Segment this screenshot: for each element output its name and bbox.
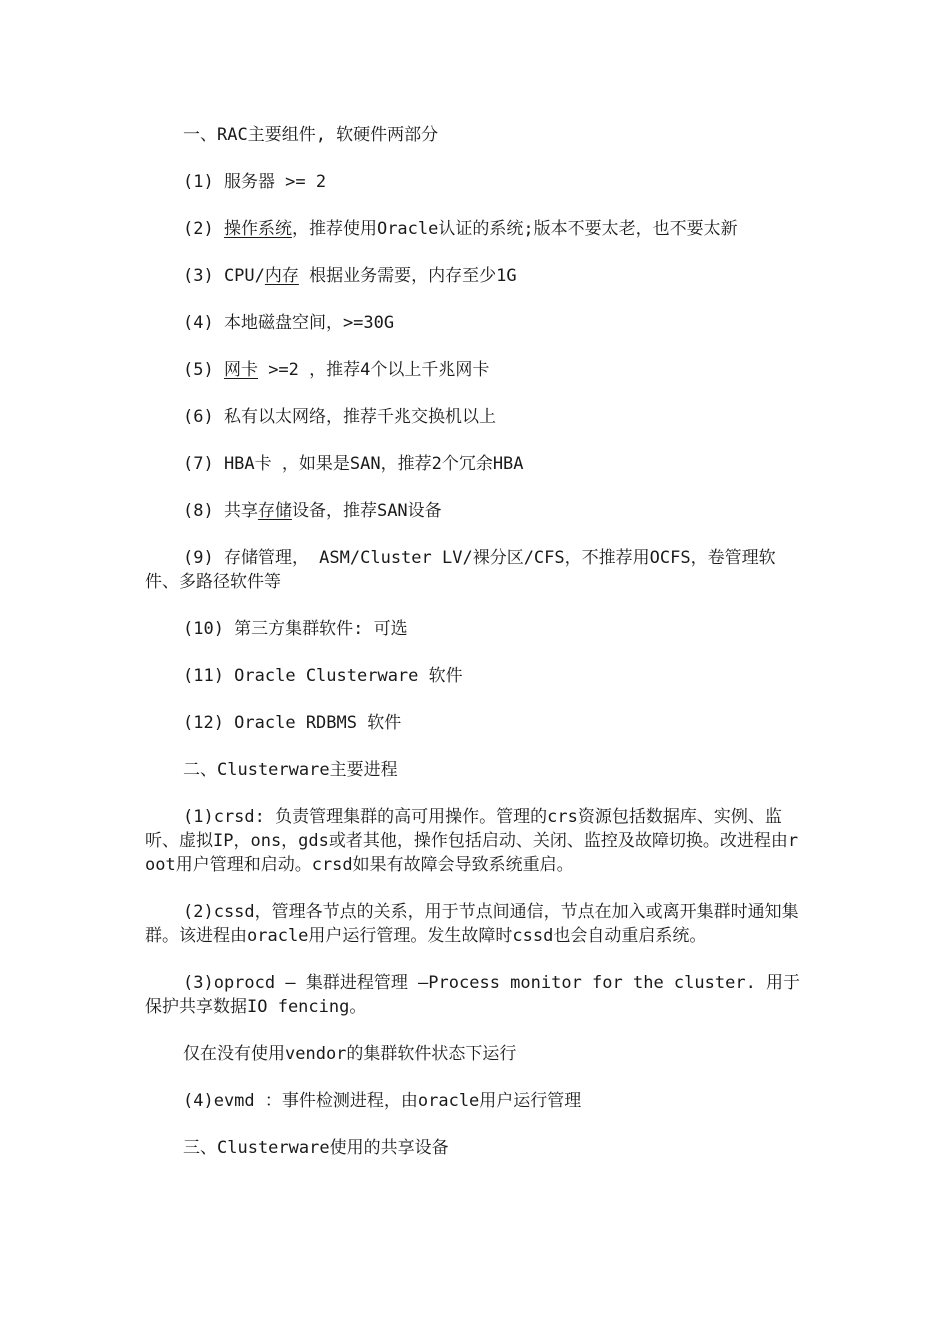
list-item: (8) 共享存储设备，推荐SAN设备 (183, 501, 442, 521)
list-item: (10) 第三方集群软件: 可选 (183, 619, 408, 639)
section-heading-2: 二、Clusterware主要进程 (183, 760, 398, 780)
process-paragraph: (1)crsd: 负责管理集群的高可用操作。管理的crs资源包括数据库、实例、监听、虚拟IP，ons，gds或者其他，操作包括启动、关闭、监控及故障切换。改进程由root用户管理和启动。crsd如果有故障会导致系统重启。 (145, 807, 799, 875)
document-body (145, 123, 807, 1183)
list-item: (3) CPU/内存 根据业务需要，内存至少1G (183, 266, 517, 286)
list-item: (6) 私有以太网络，推荐千兆交换机以上 (183, 407, 496, 427)
section-heading-3: 三、Clusterware使用的共享设备 (183, 1138, 449, 1158)
nic-link[interactable]: 网卡 (223, 360, 258, 380)
process-paragraph: (4)evmd ：事件检测进程，由oracle用户运行管理 (183, 1091, 582, 1111)
list-item: (2) 操作系统，推荐使用Oracle认证的系统;版本不要太老，也不要太新 (183, 219, 738, 239)
operating-system-link[interactable]: 操作系统 (223, 219, 292, 239)
list-item: (1) 服务器 >= 2 (183, 172, 327, 192)
list-item: (9) 存储管理， ASM/Cluster LV/裸分区/CFS，不推荐用OCFS，卷管理软件、多路径软件等 (145, 548, 776, 592)
list-item: (12) Oracle RDBMS 软件 (183, 713, 402, 733)
list-item: (5) 网卡 >=2 ，推荐4个以上千兆网卡 (183, 360, 490, 380)
list-item: (11) Oracle Clusterware 软件 (183, 666, 463, 686)
storage-link[interactable]: 存储 (257, 501, 292, 521)
process-paragraph: 仅在没有使用vendor的集群软件状态下运行 (183, 1044, 517, 1064)
process-paragraph: (3)oprocd – 集群进程管理 —Process monitor for the cluster. 用于保护共享数据IO fencing。 (145, 973, 801, 1017)
memory-link[interactable]: 内存 (264, 266, 299, 286)
list-item: (7) HBA卡 ，如果是SAN，推荐2个冗余HBA (183, 454, 524, 474)
section-heading-1: 一、RAC主要组件, 软硬件两部分 (183, 125, 439, 145)
process-paragraph: (2)cssd，管理各节点的关系，用于节点间通信，节点在加入或离开集群时通知集群。该进程由oracle用户运行管理。发生故障时cssd也会自动重启系统。 (145, 902, 799, 946)
list-item: (4) 本地磁盘空间，>=30G (183, 313, 395, 333)
